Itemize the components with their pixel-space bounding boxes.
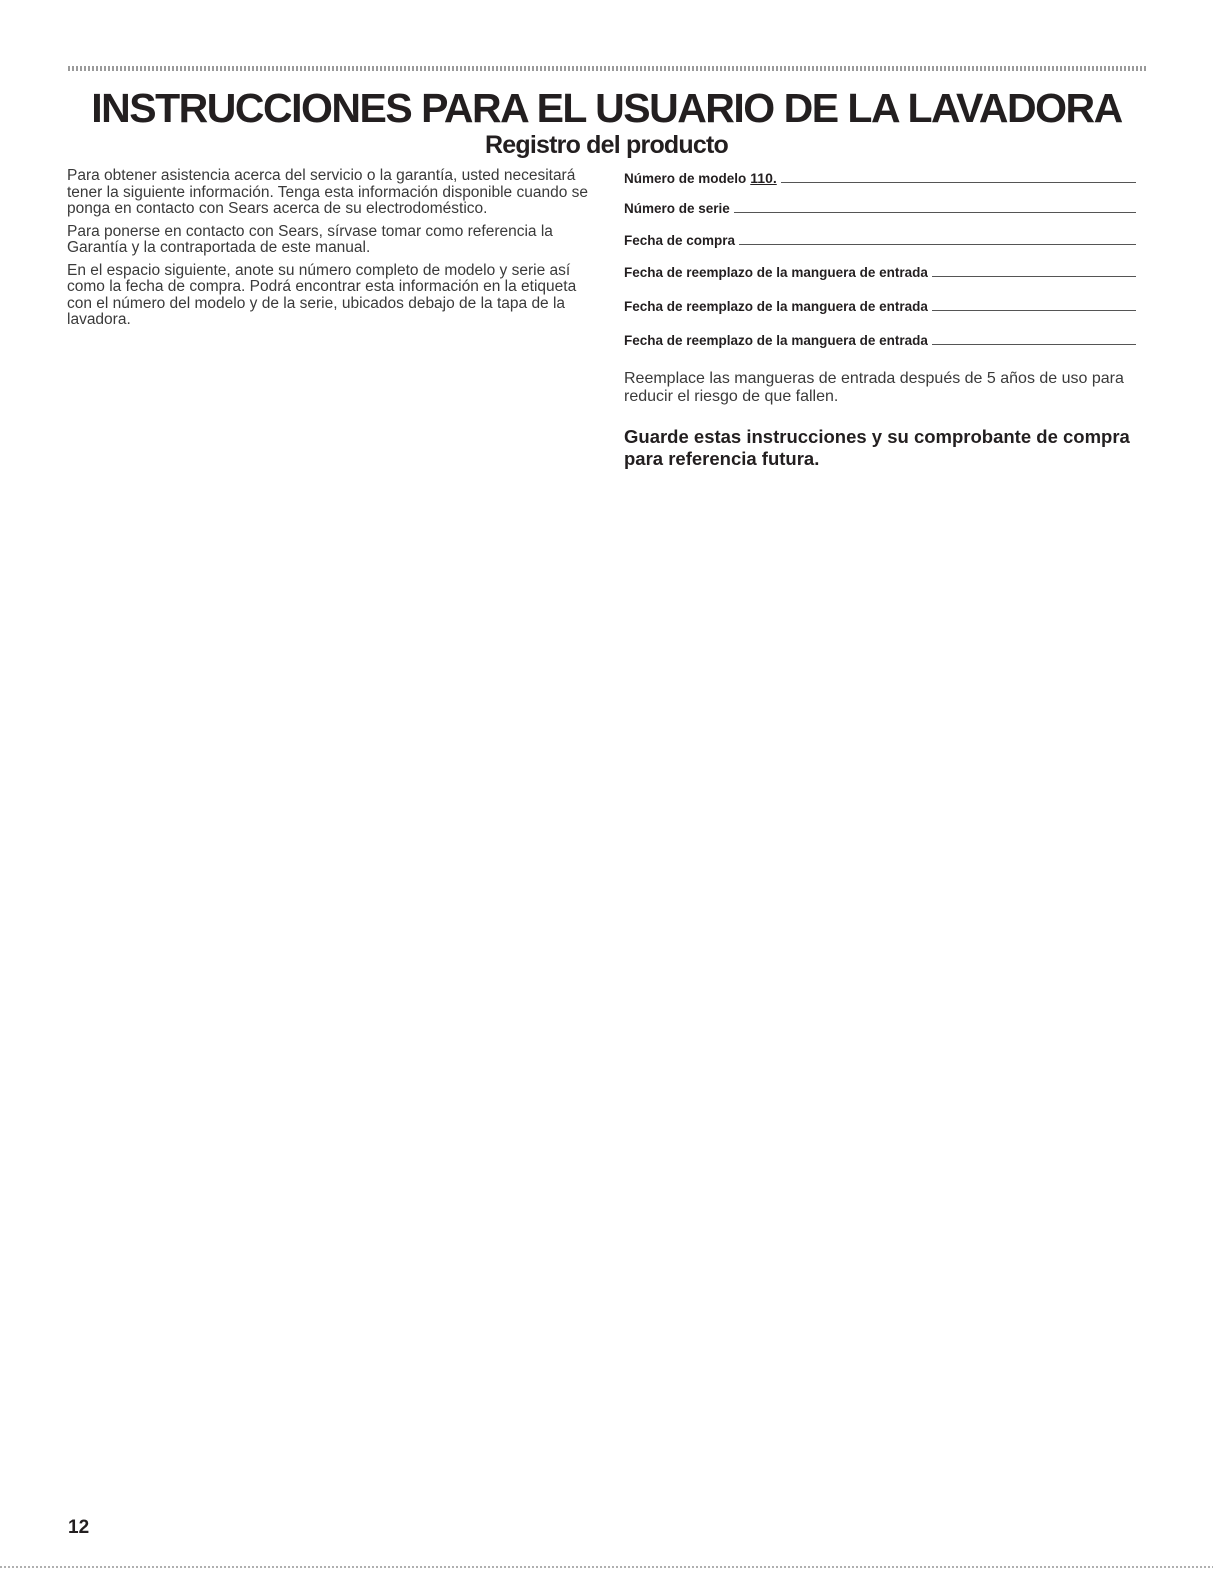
top-dotted-rule bbox=[68, 66, 1146, 71]
hose-replacement-date-field-3[interactable] bbox=[624, 330, 1136, 348]
hose-replacement-label-1: Fecha de reemplazo de la manguera de entrada bbox=[624, 265, 928, 280]
hose-replacement-line-3 bbox=[932, 344, 1136, 345]
hose-replacement-note: Reemplace las mangueras de entrada después de 5 años de uso para reducir el riesgo de que fallen. bbox=[624, 370, 1124, 405]
page-number: 12 bbox=[68, 1517, 90, 1538]
intro-paragraph-3: En el espacio siguiente, anote su número completo de modelo y serie así como la fecha de compra. Podrá encontrar esta información en la etiqueta con el número del modelo y de la serie, ubicados debajo de la tapa de la lavadora. bbox=[67, 261, 577, 328]
serial-number-field[interactable] bbox=[624, 198, 1136, 216]
hose-replacement-line-2 bbox=[932, 310, 1136, 311]
section-subtitle: Registro del producto bbox=[485, 131, 728, 159]
serial-number-line bbox=[734, 212, 1136, 213]
hose-replacement-label-2: Fecha de reemplazo de la manguera de entrada bbox=[624, 299, 928, 314]
page-title: INSTRUCCIONES PARA EL USUARIO DE LA LAVADORA bbox=[91, 85, 1122, 131]
bottom-dotted-rule bbox=[0, 1566, 1213, 1568]
hose-replacement-label-3: Fecha de reemplazo de la manguera de entrada bbox=[624, 333, 928, 348]
purchase-date-line bbox=[739, 244, 1136, 245]
model-number-value: 110. bbox=[750, 170, 777, 186]
serial-number-label: Número de serie bbox=[624, 201, 730, 216]
purchase-date-label: Fecha de compra bbox=[624, 233, 736, 248]
model-number-field[interactable] bbox=[624, 168, 1136, 186]
hose-replacement-date-field-2[interactable] bbox=[624, 296, 1136, 314]
intro-paragraph-2: Para ponerse en contacto con Sears, sírvase tomar como referencia la Garantía y la contraportada de este manual. bbox=[67, 222, 553, 256]
purchase-date-field[interactable] bbox=[624, 230, 1136, 248]
model-number-line bbox=[781, 182, 1136, 183]
keep-instructions-note: Guarde estas instrucciones y su comprobante de compra para referencia futura. bbox=[624, 426, 1130, 469]
hose-replacement-date-field-1[interactable] bbox=[624, 262, 1136, 280]
intro-paragraph-1: Para obtener asistencia acerca del servicio o la garantía, usted necesitará tener la siguiente información. Tenga esta información disponible cuando se ponga en contacto con Sears acerca de su electrodoméstico. bbox=[67, 167, 589, 217]
model-number-label: Número de modelo bbox=[624, 171, 747, 186]
intro-column bbox=[67, 168, 592, 335]
hose-replacement-line-1 bbox=[932, 276, 1136, 277]
